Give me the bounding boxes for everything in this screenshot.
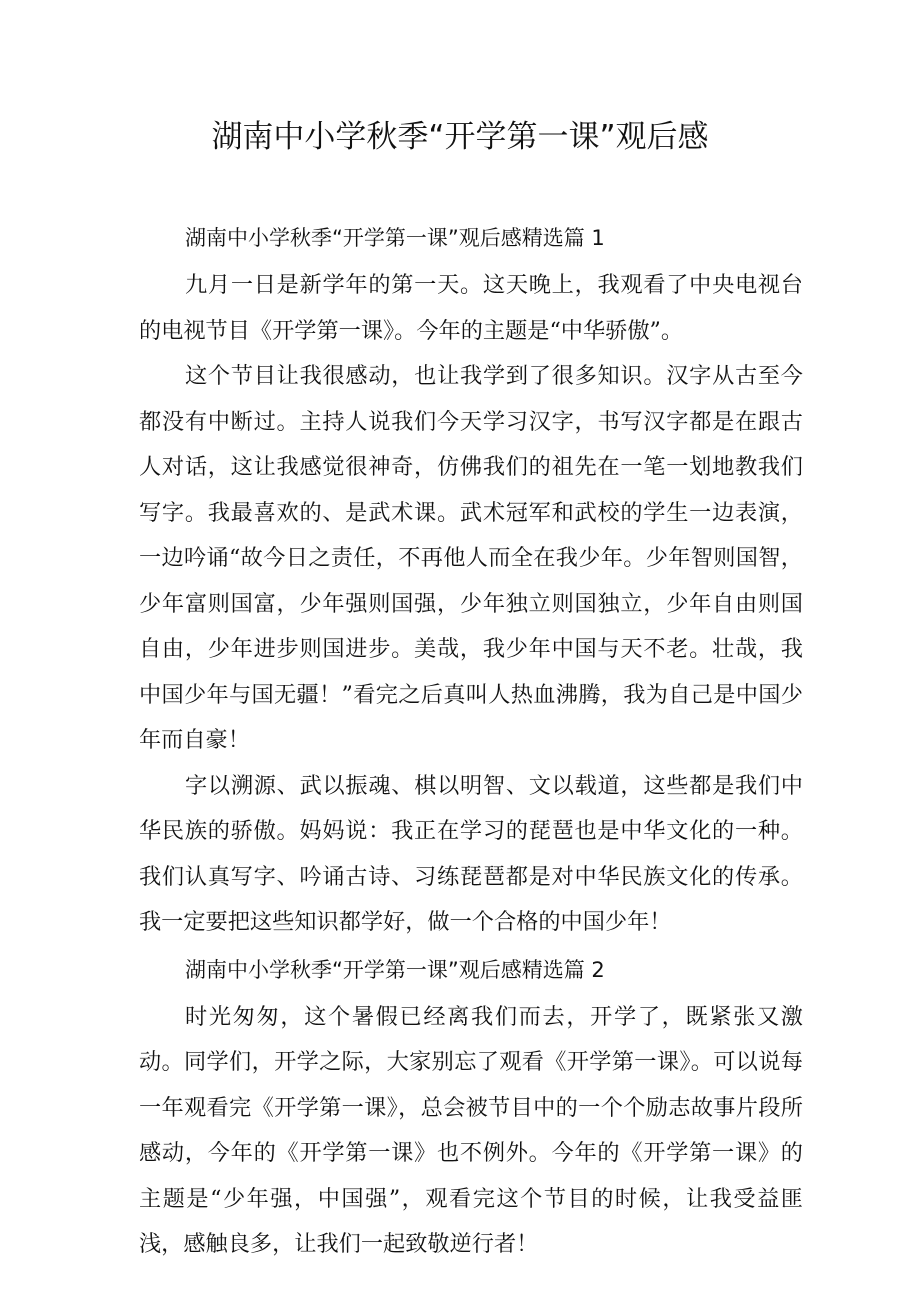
section-1: [139, 214, 803, 946]
section-2: [139, 946, 803, 1268]
paragraph: 字以溯源、武以振魂、棋以明智、文以载道，这些都是我们中华民族的骄傲。妈妈说：我正在学习的琵琶也是中华文化的一种。我们认真写字、吟诵古诗、习练琵琶都是对中华民族文化的传承。我一定要把这些知识都学好，做一个合格的中国少年！: [139, 772, 803, 935]
paragraph: 这个节目让我很感动，也让我学到了很多知识。汉字从古至今都没有中断过。主持人说我们今天学习汉字，书写汉字都是在跟古人对话，这让我感觉很神奇，仿佛我们的祖先在一笔一划地教我们写字。我最喜欢的、是武术课。武术冠军和武校的学生一边表演，一边吟诵“故今日之责任，不再他人而全在我少年。少年智则国智，少年富则国富，少年强则国强，少年独立则国独立，少年自由则国自由，少年进步则国进步。美哉，我少年中国与天不老。壮哉，我中国少年与国无疆！”看完之后真叫人热血沸腾，我为自己是中国少年而自豪！: [139, 363, 803, 753]
section-heading: 湖南中小学秋季“开学第一课”观后感精选篇 2: [185, 957, 605, 982]
document-title: 湖南中小学秋季“开学第一课”观后感: [211, 119, 709, 155]
document-body: [139, 214, 803, 1268]
paragraph: 九月一日是新学年的第一天。这天晚上，我观看了中央电视台的电视节目《开学第一课》。今年的主题是“中华骄傲”。: [139, 272, 803, 344]
paragraph: 时光匆匆，这个暑假已经离我们而去，开学了，既紧张又激动。同学们，开学之际，大家别忘了观看《开学第一课》。可以说每一年观看完《开学第一课》，总会被节目中的一个个励志故事片段所感动，今年的《开学第一课》也不例外。今年的《开学第一课》的主题是“少年强，中国强”，观看完这个节目的时候，让我受益匪浅，感触良多，让我们一起致敬逆行者！: [139, 1003, 803, 1257]
section-heading: 湖南中小学秋季“开学第一课”观后感精选篇 1: [185, 226, 605, 250]
